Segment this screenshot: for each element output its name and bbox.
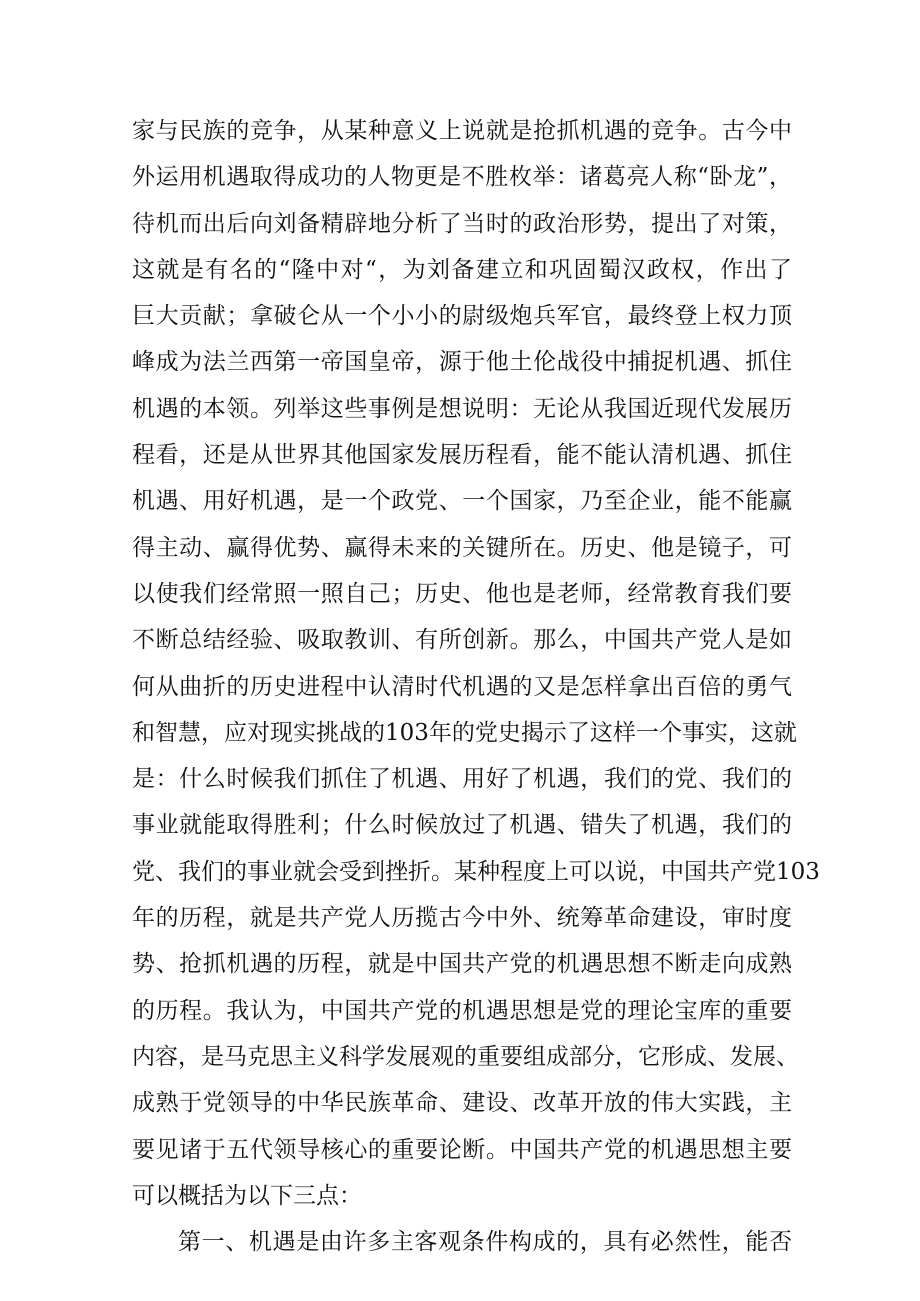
text-line: 党、我们的事业就会受到挫折。某种程度上可以说，中国共产党103 (132, 858, 820, 885)
text-line: 这就是有名的“隆中对“，为刘备建立和巩固蜀汉政权，作出了 (132, 256, 792, 283)
text-line: 程看，还是从世界其他国家发展历程看，能不能认清机遇、抓住 (132, 442, 792, 469)
text-line: 巨大贡献；拿破仑从一个小小的尉级炮兵军官，最终登上权力顶 (132, 303, 792, 330)
text-line: 待机而出后向刘备精辟地分析了当时的政治形势，提出了对策， (132, 210, 792, 237)
text-line: 机遇的本领。列举这些事例是想说明：无论从我国近现代发展历 (132, 395, 792, 422)
body-text (132, 108, 820, 1265)
text-line: 峰成为法兰西第一帝国皇帝，源于他土伦战役中捕捉机遇、抓住 (132, 349, 792, 376)
text-line: 何从曲折的历史进程中认清时代机遇的又是怎样拿出百倍的勇气 (132, 673, 792, 700)
text-line: 是：什么时候我们抓住了机遇、用好了机遇，我们的党、我们的 (132, 766, 792, 793)
text-line: 年的历程，就是共产党人历揽古今中外、统筹革命建设，审时度 (132, 905, 792, 932)
text-line: 得主动、赢得优势、赢得未来的关键所在。历史、他是镜子，可 (132, 534, 792, 561)
text-line: 内容，是马克思主义科学发展观的重要组成部分，它形成、发展、 (132, 1043, 799, 1070)
paragraph-start-line: 第一、机遇是由许多主客观条件构成的，具有必然性，能否 (178, 1229, 792, 1256)
text-line: 可以概括为以下三点： (132, 1182, 362, 1209)
text-line: 以使我们经常照一照自己；历史、他也是老师，经常教育我们要 (132, 580, 792, 607)
text-line: 不断总结经验、吸取教训、有所创新。那么，中国共产党人是如 (132, 627, 792, 654)
text-line: 要见诸于五代领导核心的重要论断。中国共产党的机遇思想主要 (132, 1136, 792, 1163)
text-line: 和智慧，应对现实挑战的103年的党史揭示了这样一个事实，这就 (132, 719, 797, 746)
text-line: 势、抢抓机遇的历程，就是中国共产党的机遇思想不断走向成熟 (132, 951, 792, 978)
text-line: 机遇、用好机遇，是一个政党、一个国家，乃至企业，能不能赢 (132, 488, 792, 515)
text-line: 事业就能取得胜利；什么时候放过了机遇、错失了机遇，我们的 (132, 812, 792, 839)
text-line: 家与民族的竞争，从某种意义上说就是抢抓机遇的竞争。古今中 (132, 118, 792, 144)
text-line: 的历程。我认为，中国共产党的机遇思想是党的理论宝库的重要 (132, 997, 792, 1024)
text-line: 成熟于党领导的中华民族革命、建设、改革开放的伟大实践，主 (132, 1090, 792, 1117)
text-line: 外运用机遇取得成功的人物更是不胜枚举：诸葛亮人称“卧龙”， (132, 164, 792, 191)
